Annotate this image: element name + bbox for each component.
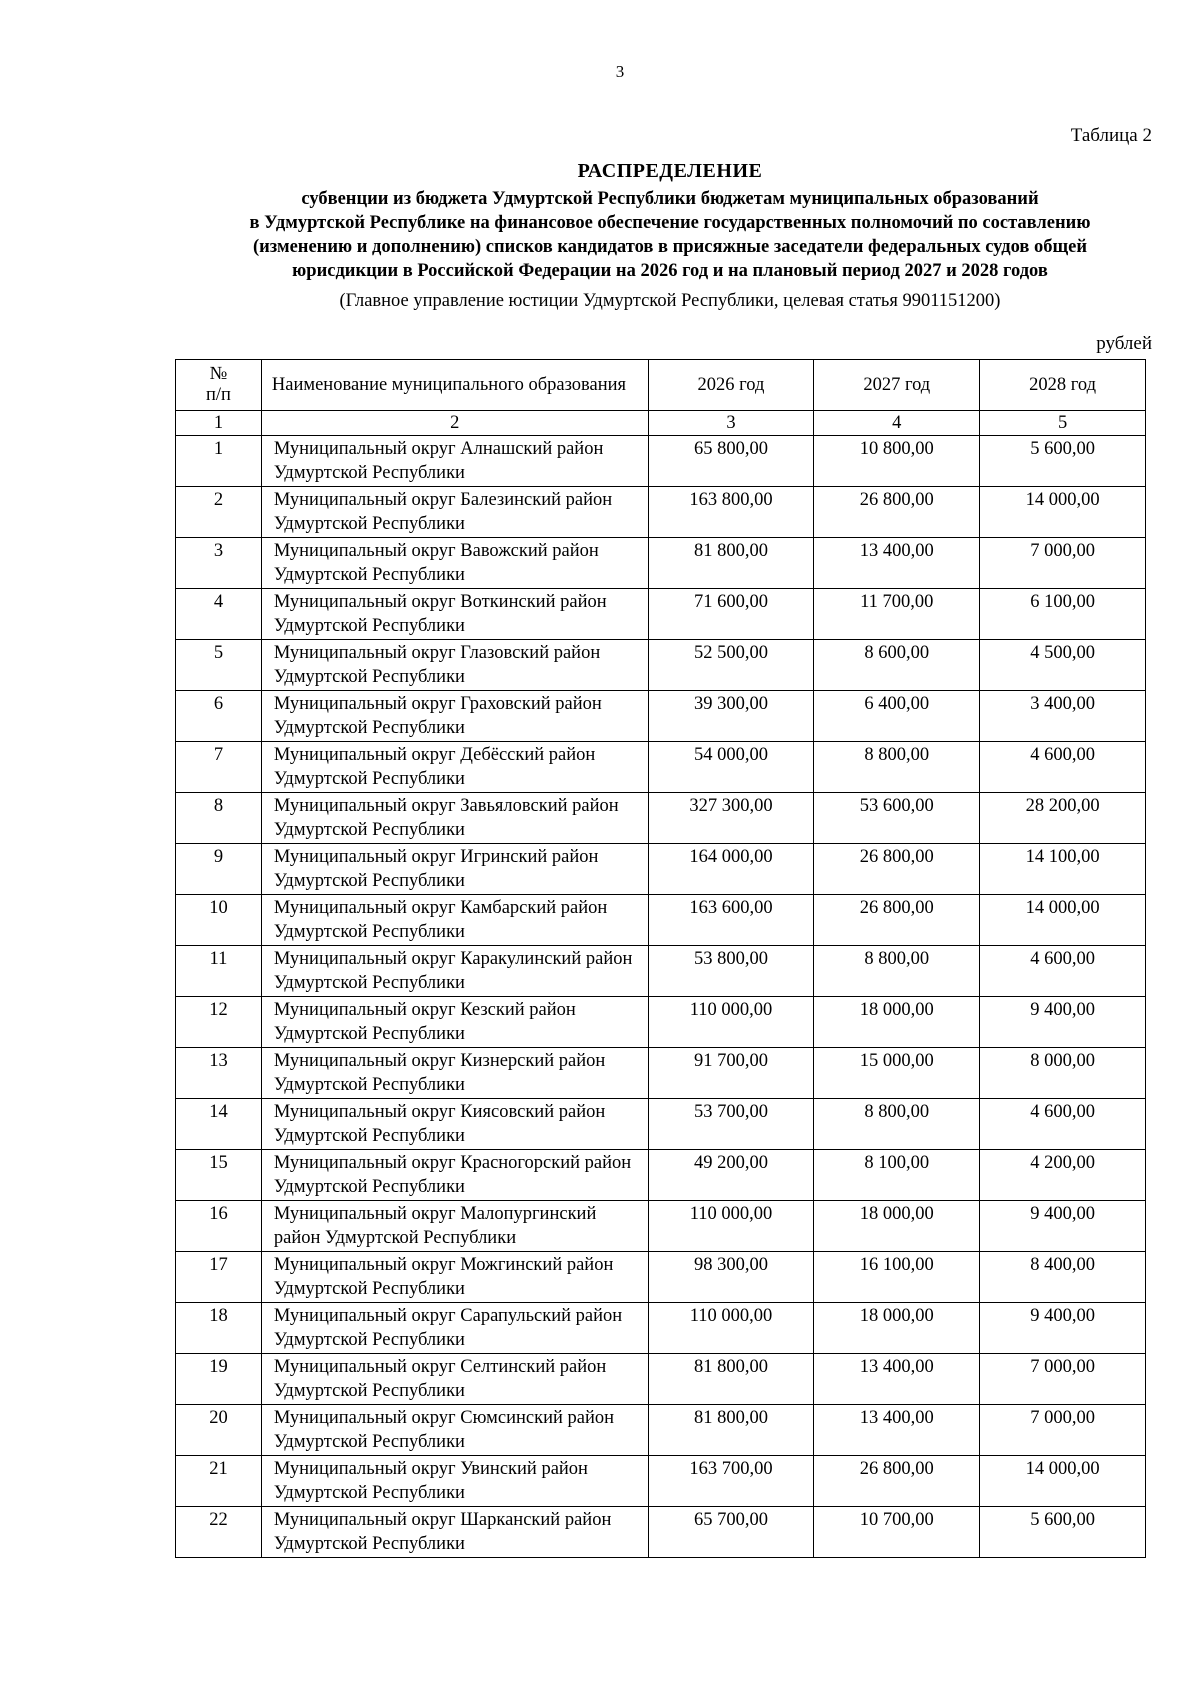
table-row [176,1405,1146,1456]
amount-2028: 7 000,00 [980,1354,1146,1405]
table-header-row [176,360,1146,411]
amount-2026: 327 300,00 [648,793,814,844]
amount-2027: 15 000,00 [814,1048,980,1099]
amount-2026: 163 700,00 [648,1456,814,1507]
header-2028: 2028 год [980,360,1146,411]
document-title: РАСПРЕДЕЛЕНИЕ [577,160,763,182]
amount-2027: 18 000,00 [814,1303,980,1354]
table-row [176,946,1146,997]
amount-2026: 39 300,00 [648,691,814,742]
amount-2026: 53 700,00 [648,1099,814,1150]
amount-2027: 8 600,00 [814,640,980,691]
amount-2026: 54 000,00 [648,742,814,793]
amount-2026: 81 800,00 [648,1405,814,1456]
amount-2027: 18 000,00 [814,1201,980,1252]
header-number [176,360,262,411]
municipality-name: Муниципальный округ Шарканский район Удмуртской Республики [261,1507,648,1558]
table-row [176,844,1146,895]
table-row [176,1456,1146,1507]
row-number: 11 [176,946,262,997]
amount-2026: 65 800,00 [648,436,814,487]
municipality-name: Муниципальный округ Кезский район Удмуртской Республики [261,997,648,1048]
municipality-name: Муниципальный округ Малопургинский район Удмуртской Республики [261,1201,648,1252]
amount-2026: 110 000,00 [648,1201,814,1252]
amount-2027: 13 400,00 [814,538,980,589]
document-heading [160,160,1180,312]
table-row [176,1354,1146,1405]
table-row [176,742,1146,793]
row-number: 17 [176,1252,262,1303]
amount-2027: 10 800,00 [814,436,980,487]
amount-2027: 26 800,00 [814,844,980,895]
municipality-name: Муниципальный округ Киясовский район Удмуртской Республики [261,1099,648,1150]
row-number: 21 [176,1456,262,1507]
column-index: 1 [176,411,262,436]
amount-2027: 8 800,00 [814,946,980,997]
table-row [176,997,1146,1048]
amount-2027: 16 100,00 [814,1252,980,1303]
row-number: 7 [176,742,262,793]
amount-2026: 110 000,00 [648,997,814,1048]
amount-2026: 53 800,00 [648,946,814,997]
table-row [176,1048,1146,1099]
table-row [176,1507,1146,1558]
column-index: 4 [814,411,980,436]
amount-2028: 4 600,00 [980,742,1146,793]
row-number: 20 [176,1405,262,1456]
municipality-name: Муниципальный округ Вавожский район Удмуртской Республики [261,538,648,589]
row-number: 8 [176,793,262,844]
municipality-name: Муниципальный округ Камбарский район Удмуртской Республики [261,895,648,946]
municipality-name: Муниципальный округ Сюмсинский район Удмуртской Республики [261,1405,648,1456]
amount-2027: 8 800,00 [814,742,980,793]
amount-2028: 28 200,00 [980,793,1146,844]
table-row [176,487,1146,538]
amount-2027: 26 800,00 [814,895,980,946]
document-subtitle [160,187,1180,283]
amount-2028: 14 000,00 [980,1456,1146,1507]
subtitle-line: юрисдикции в Российской Федерации на 2026 год и на плановый период 2027 и 2028 годов [292,261,1048,281]
column-index-row [176,411,1146,436]
amount-2027: 8 800,00 [814,1099,980,1150]
row-number: 4 [176,589,262,640]
amount-2026: 81 800,00 [648,538,814,589]
table-body [176,436,1146,1558]
row-number: 18 [176,1303,262,1354]
amount-2027: 13 400,00 [814,1405,980,1456]
header-number-line1: № [209,364,228,384]
amount-2028: 4 600,00 [980,946,1146,997]
row-number: 13 [176,1048,262,1099]
municipality-name: Муниципальный округ Красногорский район Удмуртской Республики [261,1150,648,1201]
municipality-name: Муниципальный округ Увинский район Удмуртской Республики [261,1456,648,1507]
municipality-name: Муниципальный округ Сарапульский район Удмуртской Республики [261,1303,648,1354]
row-number: 16 [176,1201,262,1252]
table-label: Таблица 2 [1070,125,1152,146]
amount-2027: 8 100,00 [814,1150,980,1201]
distribution-table [175,359,1146,1558]
amount-2026: 71 600,00 [648,589,814,640]
table-row [176,1201,1146,1252]
municipality-name: Муниципальный округ Завьяловский район Удмуртской Республики [261,793,648,844]
amount-2028: 5 600,00 [980,1507,1146,1558]
row-number: 9 [176,844,262,895]
amount-2026: 52 500,00 [648,640,814,691]
municipality-name: Муниципальный округ Игринский район Удмуртской Республики [261,844,648,895]
amount-2026: 164 000,00 [648,844,814,895]
document-note: (Главное управление юстиции Удмуртской Республики, целевая статья 9901151200) [339,291,1001,311]
amount-2028: 4 600,00 [980,1099,1146,1150]
amount-2026: 49 200,00 [648,1150,814,1201]
amount-2027: 11 700,00 [814,589,980,640]
amount-2027: 53 600,00 [814,793,980,844]
municipality-name: Муниципальный округ Балезинский район Удмуртской Республики [261,487,648,538]
amount-2027: 10 700,00 [814,1507,980,1558]
header-number-line2: п/п [205,385,231,405]
amount-2026: 65 700,00 [648,1507,814,1558]
municipality-name: Муниципальный округ Граховский район Удмуртской Республики [261,691,648,742]
amount-2028: 14 000,00 [980,895,1146,946]
header-name: Наименование муниципального образования [261,360,648,411]
municipality-name: Муниципальный округ Каракулинский район Удмуртской Республики [261,946,648,997]
subtitle-line: субвенции из бюджета Удмуртской Республики бюджетам муниципальных образований [301,189,1039,209]
column-index: 3 [648,411,814,436]
table-row [176,895,1146,946]
row-number: 3 [176,538,262,589]
units-label: рублей [1096,333,1152,354]
municipality-name: Муниципальный округ Дебёсский район Удмуртской Республики [261,742,648,793]
row-number: 19 [176,1354,262,1405]
row-number: 5 [176,640,262,691]
column-index: 2 [261,411,648,436]
amount-2027: 6 400,00 [814,691,980,742]
table-row [176,691,1146,742]
amount-2028: 5 600,00 [980,436,1146,487]
municipality-name: Муниципальный округ Можгинский район Удмуртской Республики [261,1252,648,1303]
amount-2026: 163 600,00 [648,895,814,946]
row-number: 12 [176,997,262,1048]
amount-2027: 18 000,00 [814,997,980,1048]
amount-2028: 3 400,00 [980,691,1146,742]
amount-2028: 14 000,00 [980,487,1146,538]
amount-2028: 8 000,00 [980,1048,1146,1099]
amount-2026: 163 800,00 [648,487,814,538]
row-number: 15 [176,1150,262,1201]
table-row [176,640,1146,691]
table-row [176,1150,1146,1201]
amount-2028: 6 100,00 [980,589,1146,640]
row-number: 2 [176,487,262,538]
amount-2026: 91 700,00 [648,1048,814,1099]
row-number: 22 [176,1507,262,1558]
table-row [176,589,1146,640]
header-2027: 2027 год [814,360,980,411]
column-index: 5 [980,411,1146,436]
row-number: 6 [176,691,262,742]
table-row [176,1252,1146,1303]
municipality-name: Муниципальный округ Кизнерский район Удмуртской Республики [261,1048,648,1099]
amount-2028: 4 200,00 [980,1150,1146,1201]
amount-2026: 110 000,00 [648,1303,814,1354]
amount-2028: 8 400,00 [980,1252,1146,1303]
amount-2027: 26 800,00 [814,487,980,538]
amount-2026: 98 300,00 [648,1252,814,1303]
amount-2028: 4 500,00 [980,640,1146,691]
table-row [176,1099,1146,1150]
amount-2026: 81 800,00 [648,1354,814,1405]
amount-2028: 7 000,00 [980,538,1146,589]
subtitle-line: в Удмуртской Республике на финансовое обеспечение государственных полномочий по составлению [249,213,1091,233]
table-row [176,1303,1146,1354]
page-number: 3 [615,62,625,81]
row-number: 10 [176,895,262,946]
table-row [176,538,1146,589]
municipality-name: Муниципальный округ Селтинский район Удмуртской Республики [261,1354,648,1405]
header-2026: 2026 год [648,360,814,411]
municipality-name: Муниципальный округ Глазовский район Удмуртской Республики [261,640,648,691]
amount-2028: 7 000,00 [980,1405,1146,1456]
row-number: 14 [176,1099,262,1150]
amount-2028: 14 100,00 [980,844,1146,895]
row-number: 1 [176,436,262,487]
amount-2028: 9 400,00 [980,997,1146,1048]
table-row [176,793,1146,844]
amount-2027: 26 800,00 [814,1456,980,1507]
municipality-name: Муниципальный округ Алнашский район Удмуртской Республики [261,436,648,487]
subtitle-line: (изменению и дополнению) списков кандидатов в присяжные заседатели федеральных судов общей [252,237,1087,257]
amount-2028: 9 400,00 [980,1303,1146,1354]
amount-2028: 9 400,00 [980,1201,1146,1252]
amount-2027: 13 400,00 [814,1354,980,1405]
table-row [176,436,1146,487]
municipality-name: Муниципальный округ Воткинский район Удмуртской Республики [261,589,648,640]
